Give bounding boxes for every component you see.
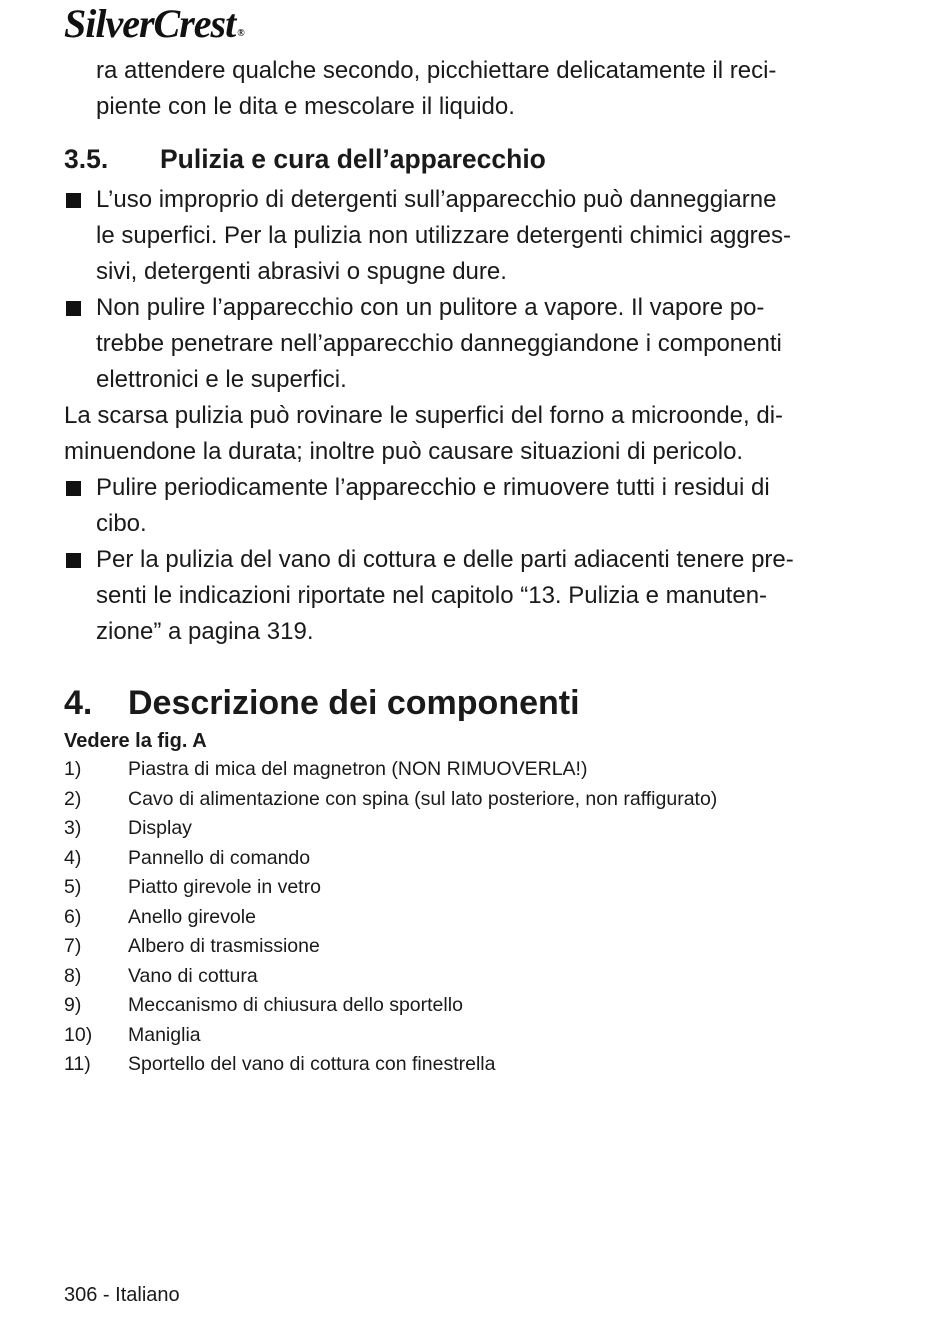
bullet-item bbox=[64, 182, 864, 290]
section-number: 3.5. bbox=[64, 144, 109, 174]
item-text: Anello girevole bbox=[128, 905, 256, 928]
page-content bbox=[64, 53, 864, 1080]
intro-paragraph bbox=[64, 53, 864, 125]
item-number: 11) bbox=[64, 1053, 91, 1075]
item-text: Pannello di comando bbox=[128, 846, 311, 869]
item-number: 1) bbox=[64, 758, 82, 780]
list-item bbox=[64, 785, 864, 815]
section-number: 4. bbox=[64, 684, 93, 722]
item-number: 10) bbox=[64, 1023, 93, 1046]
item-number: 2) bbox=[64, 787, 82, 810]
list-item bbox=[64, 991, 864, 1021]
brand-logo-text: SilverCrest bbox=[64, 1, 236, 46]
list-item bbox=[64, 903, 864, 933]
item-text: Piastra di mica del magnetron (NON RIMUOVERLA!) bbox=[128, 758, 588, 780]
bullet-line: Per la pulizia del vano di cottura e delle parti adiacenti tenere pre- bbox=[96, 546, 794, 573]
item-text: Maniglia bbox=[128, 1023, 201, 1046]
bullet-line: Non pulire l’apparecchio con un pulitore a vapore. Il vapore po- bbox=[96, 294, 765, 321]
brand-logo bbox=[64, 2, 244, 46]
figure-reference: Vedere la fig. A bbox=[64, 730, 207, 752]
square-bullet-icon bbox=[66, 301, 81, 316]
item-text: Meccanismo di chiusura dello sportello bbox=[128, 994, 463, 1016]
body-paragraph bbox=[64, 398, 864, 470]
bullet-line: Pulire periodicamente l’apparecchio e rimuovere tutti i residui di bbox=[96, 474, 770, 501]
section-3-5-heading bbox=[64, 140, 864, 178]
paragraph-line: La scarsa pulizia può rovinare le superfici del forno a microonde, di- bbox=[64, 402, 784, 429]
bullet-line: senti le indicazioni riportate nel capitolo “13. Pulizia e manuten- bbox=[96, 582, 768, 609]
list-item bbox=[64, 814, 864, 844]
item-number: 5) bbox=[64, 876, 82, 898]
bullet-line: L’uso improprio di detergenti sull’apparecchio può danneggiarne bbox=[96, 186, 777, 213]
item-text: Albero di trasmissione bbox=[128, 935, 320, 957]
page-footer: 306 - Italiano bbox=[64, 1284, 180, 1306]
item-text: Vano di cottura bbox=[128, 964, 258, 987]
bullet-line: trebbe penetrare nell’apparecchio danneggiandone i componenti bbox=[96, 330, 782, 357]
intro-line: ra attendere qualche secondo, picchiettare delicatamente il reci- bbox=[96, 57, 777, 84]
components-list bbox=[64, 755, 864, 1080]
bullet-item bbox=[64, 542, 864, 650]
paragraph-line: minuendone la durata; inoltre può causare situazioni di pericolo. bbox=[64, 438, 744, 465]
bullet-item bbox=[64, 290, 864, 398]
bullet-wrapper bbox=[64, 470, 864, 542]
item-number: 3) bbox=[64, 817, 82, 839]
bullet-item bbox=[64, 470, 864, 542]
square-bullet-icon bbox=[66, 481, 81, 496]
bullet-wrapper bbox=[64, 290, 864, 398]
bullet-line: elettronici e le superfici. bbox=[96, 366, 347, 393]
list-item bbox=[64, 844, 864, 874]
item-number: 4) bbox=[64, 846, 82, 869]
bullet-line: le superfici. Per la pulizia non utilizzare detergenti chimici aggres- bbox=[96, 222, 791, 249]
bullet-wrapper bbox=[64, 542, 864, 650]
bullet-wrapper bbox=[64, 182, 864, 290]
item-number: 7) bbox=[64, 935, 82, 957]
list-item bbox=[64, 873, 864, 903]
section-title: Descrizione dei componenti bbox=[128, 684, 580, 722]
square-bullet-icon bbox=[66, 193, 81, 208]
section-4-heading bbox=[64, 681, 864, 725]
bullet-line: zione” a pagina 319. bbox=[96, 618, 314, 645]
list-item bbox=[64, 1021, 864, 1051]
list-item bbox=[64, 932, 864, 962]
section-title: Pulizia e cura dell’apparecchio bbox=[160, 144, 546, 174]
list-item bbox=[64, 962, 864, 992]
bullet-line: cibo. bbox=[96, 510, 147, 537]
item-text: Piatto girevole in vetro bbox=[128, 876, 321, 898]
item-number: 6) bbox=[64, 905, 82, 928]
square-bullet-icon bbox=[66, 553, 81, 568]
list-item bbox=[64, 755, 864, 785]
item-number: 8) bbox=[64, 964, 82, 987]
item-text: Sportello del vano di cottura con finestrella bbox=[128, 1053, 496, 1075]
intro-line: piente con le dita e mescolare il liquido. bbox=[96, 93, 515, 120]
bullet-line: sivi, detergenti abrasivi o spugne dure. bbox=[96, 258, 507, 285]
list-item bbox=[64, 1050, 864, 1080]
item-text: Cavo di alimentazione con spina (sul lato posteriore, non raffigurato) bbox=[128, 787, 718, 810]
registered-mark: ® bbox=[237, 28, 244, 39]
item-text: Display bbox=[128, 817, 192, 839]
item-number: 9) bbox=[64, 994, 82, 1016]
